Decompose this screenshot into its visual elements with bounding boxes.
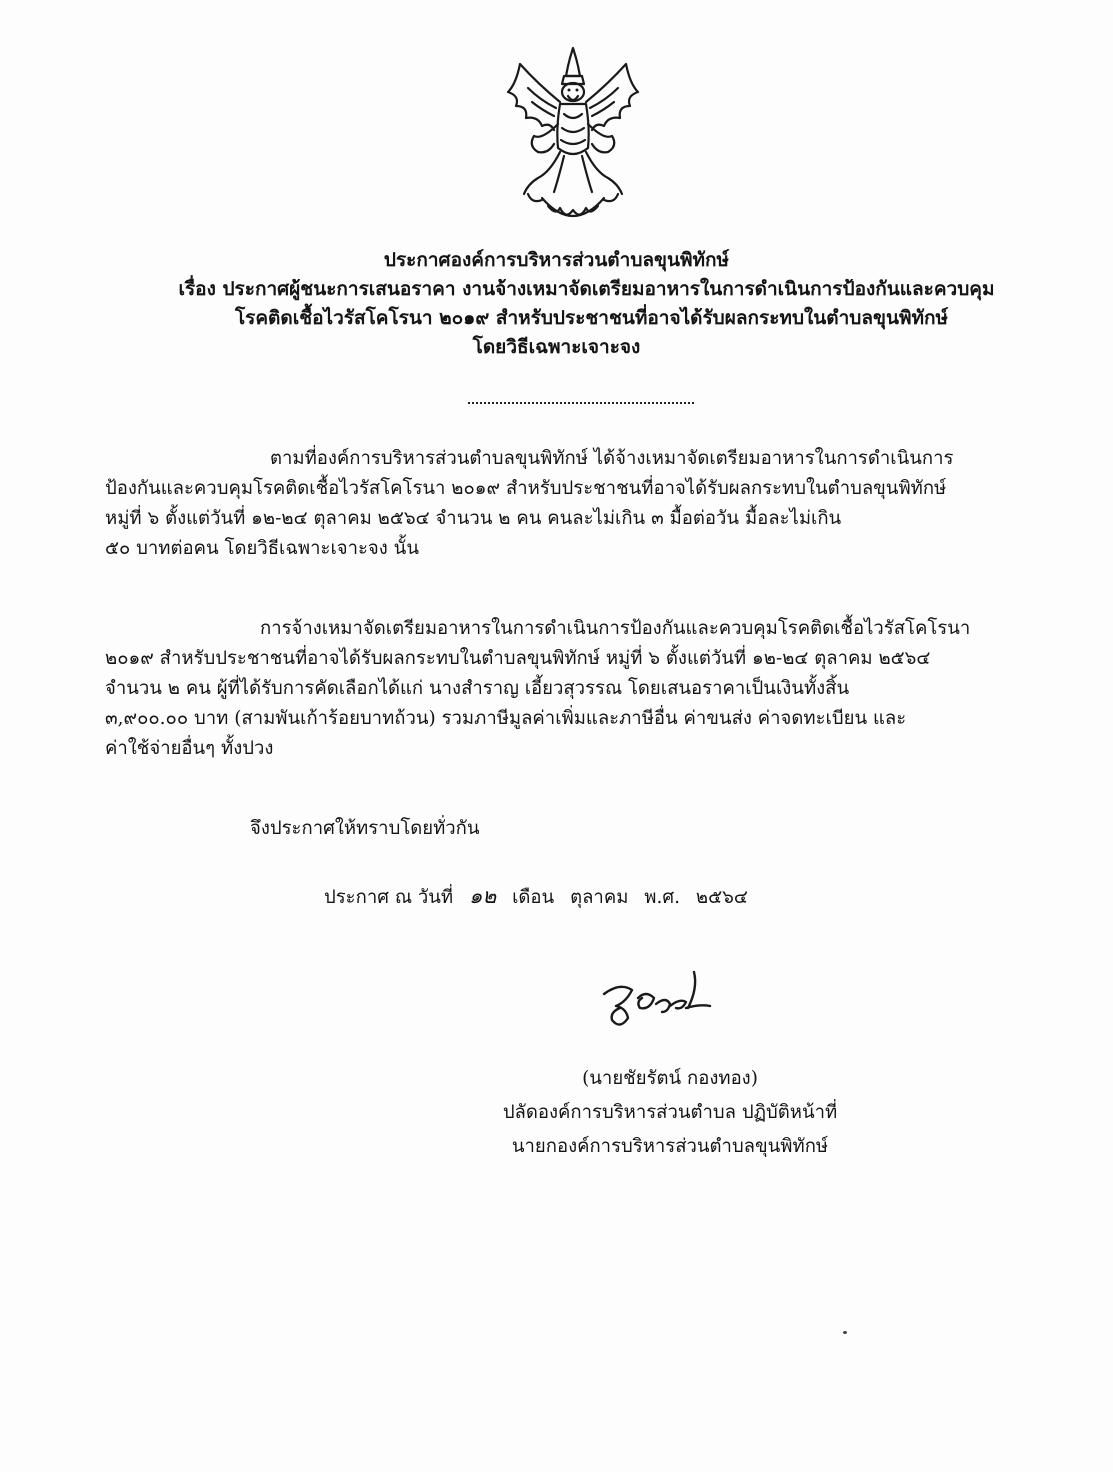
- date-day: ๑๒: [469, 884, 497, 908]
- date-prefix: ประกาศ ณ วันที่: [324, 887, 454, 908]
- paragraph-1-line: ตามที่องค์การบริหารส่วนตำบลขุนพิทักษ์ ได้จ้างเหมาจัดเตรียมอาหารในการดำเนินการ: [270, 448, 954, 469]
- handwritten-signature: [590, 968, 740, 1038]
- signatory-name: (นายชัยรัตน์ กองทอง): [582, 1068, 758, 1089]
- subject-line-2: โรคติดเชื้อไวรัสโคโรนา ๒๐๑๙ สำหรับประชาชนที่อาจได้รับผลกระทบในตำบลขุนพิทักษ์: [234, 307, 949, 329]
- signatory-block: [440, 1062, 900, 1164]
- paragraph-1-line: หมู่ที่ ๖ ตั้งแต่วันที่ ๑๒-๒๔ ตุลาคม ๒๕๖๔ จำนวน ๒ คน คนละไม่เกิน ๓ มื้อต่อวัน มื้อละไม่เกิน: [105, 508, 842, 529]
- date-month: ตุลาคม: [570, 887, 629, 908]
- date-year: ๒๕๖๔: [695, 887, 748, 908]
- garuda-emblem-icon: [498, 44, 648, 234]
- paragraph-2-line: ๓,๙๐๐.๐๐ บาท (สามพันเก้าร้อยบาทถ้วน) รวมภาษีมูลค่าเพิ่มและภาษีอื่น ค่าขนส่ง ค่าจดทะเบียน และ: [105, 708, 907, 729]
- paragraph-2-line: การจ้างเหมาจัดเตรียมอาหารในการดำเนินการป้องกันและควบคุมโรคติดเชื้อไวรัสโคโรนา: [260, 618, 971, 639]
- announcement-title: ประกาศองค์การบริหารส่วนตำบลขุนพิทักษ์: [383, 249, 730, 271]
- signatory-position-2: นายกองค์การบริหารส่วนตำบลขุนพิทักษ์: [511, 1136, 829, 1157]
- dotted-divider: [468, 398, 694, 404]
- paragraph-1-line: ๕๐ บาทต่อคน โดยวิธีเฉพาะเจาะจง นั้น: [105, 538, 419, 559]
- paragraph-2-line: จำนวน ๒ คน ผู้ที่ได้รับการคัดเลือกได้แก่ นางสำราญ เอี้ยวสุวรรณ โดยเสนอราคาเป็นเงินทั้งสิ้น: [105, 678, 850, 699]
- date-month-label: เดือน: [512, 887, 555, 908]
- paragraph-1-line: ป้องกันและควบคุมโรคติดเชื้อไวรัสโคโรนา ๒๐๑๙ สำหรับประชาชนที่อาจได้รับผลกระทบในตำบลขุนพิทักษ์: [105, 478, 947, 499]
- paper-speck: [843, 1331, 847, 1334]
- paragraph-2-line: ๒๐๑๙ สำหรับประชาชนที่อาจได้รับผลกระทบในตำบลขุนพิทักษ์ หมู่ที่ ๖ ตั้งแต่วันที่ ๑๒-๒๔ ตุลาคม ๒๕๖๔: [105, 648, 931, 669]
- announcement-date: [324, 880, 758, 913]
- paragraph-1: [105, 444, 1023, 564]
- paragraph-2-line: ค่าใช้จ่ายอื่นๆ ทั้งปวง: [105, 738, 274, 759]
- announcement-header: [0, 246, 1113, 362]
- subject-line-3: โดยวิธีเฉพาะเจาะจง: [472, 336, 641, 358]
- date-year-label: พ.ศ.: [644, 887, 680, 908]
- signatory-position-1: ปลัดองค์การบริหารส่วนตำบล ปฏิบัติหน้าที่: [502, 1102, 838, 1123]
- subject-line-1: เรื่อง ประกาศผู้ชนะการเสนอราคา งานจ้างเหมาจัดเตรียมอาหารในการดำเนินการป้องกันและควบคุม: [178, 278, 995, 300]
- closing-statement: จึงประกาศให้ทราบโดยทั่วกัน: [250, 818, 480, 839]
- paragraph-2: [105, 614, 1023, 764]
